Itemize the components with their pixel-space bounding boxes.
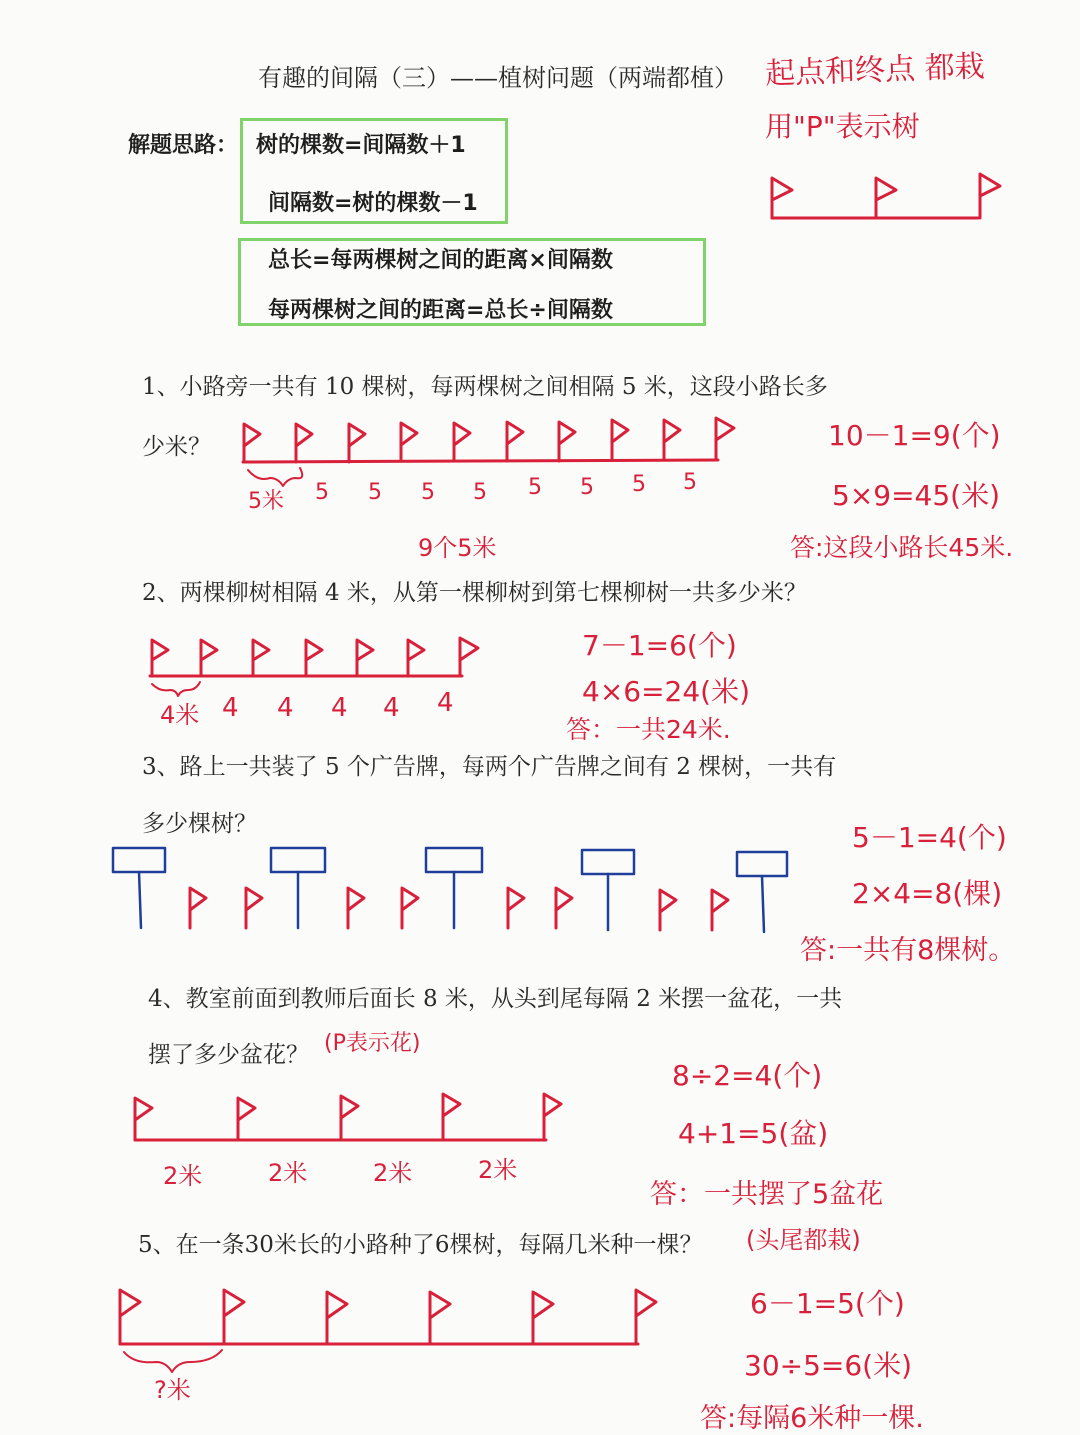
tree-flag-icon bbox=[296, 424, 312, 462]
formula-distance: 每两棵树之间的距离=总长÷间隔数 bbox=[268, 298, 613, 323]
billboard-icon bbox=[582, 850, 634, 874]
p3-work-1: 5－1=4(个) bbox=[852, 821, 1007, 854]
flower-flag-icon bbox=[443, 1094, 460, 1140]
flower-flag-icon bbox=[238, 1098, 255, 1140]
p1-label-3: 5 bbox=[368, 480, 382, 505]
tree-flag-icon bbox=[224, 1290, 244, 1344]
problem-2-question: 2、两棵柳树相隔 4 米，从第一棵柳树到第七棵柳树一共多少米？ bbox=[142, 580, 807, 606]
p1-label-1: 5米 bbox=[248, 489, 284, 514]
p2-label-3: 4 bbox=[277, 693, 294, 723]
p4-answer: 答：一共摆了5盆花 bbox=[650, 1179, 884, 1210]
title-note: 起点和终点 都栽 bbox=[764, 49, 986, 92]
flag-icon bbox=[772, 178, 792, 218]
tree-flag-icon bbox=[533, 1292, 553, 1344]
problem-5-question: 5、在一条30米长的小路种了6棵树，每隔几米种一棵？ bbox=[138, 1232, 703, 1258]
tree-flag-icon bbox=[306, 640, 322, 676]
tree-flag-icon bbox=[401, 423, 417, 461]
tree-flag-icon bbox=[348, 888, 364, 928]
tree-flag-icon bbox=[430, 1292, 450, 1344]
tree-flag-icon bbox=[454, 423, 470, 461]
p1-label-8: 5 bbox=[632, 472, 646, 497]
billboard-icon bbox=[737, 852, 787, 876]
page-title: 有趣的间隔（三）——植树问题（两端都植） bbox=[258, 64, 738, 92]
tree-flag-icon bbox=[190, 888, 206, 928]
tree-flag-icon bbox=[559, 422, 575, 461]
tree-flag-icon bbox=[327, 1292, 347, 1344]
p2-work-1: 7－1=6(个) bbox=[582, 629, 737, 662]
problem-3-question-line2: 多少棵树？ bbox=[142, 811, 257, 837]
p4-question-note: (P表示花) bbox=[324, 1031, 421, 1056]
problem-3-question-line1: 3、路上一共装了 5 个广告牌，每两个广告牌之间有 2 棵树，一共有 bbox=[142, 754, 837, 780]
p2-label-1: 4米 bbox=[160, 701, 200, 729]
problem-1-question-line2: 少米？ bbox=[142, 434, 211, 460]
tree-flag-icon bbox=[408, 640, 424, 676]
formula-intervals: 间隔数=树的棵数－1 bbox=[268, 191, 478, 216]
tree-flag-icon bbox=[244, 424, 260, 462]
tree-flag-icon bbox=[357, 640, 373, 676]
tree-flag-icon bbox=[664, 420, 680, 460]
p2-label-5: 4 bbox=[383, 693, 400, 723]
p2-label-4: 4 bbox=[331, 693, 348, 723]
p1-label-2: 5 bbox=[315, 480, 329, 505]
p1-label-4: 5 bbox=[421, 480, 435, 505]
tree-flag-icon bbox=[246, 888, 262, 928]
p2-answer: 答：一共24米. bbox=[566, 715, 731, 744]
problem-4-question-line2: 摆了多少盆花？ bbox=[148, 1042, 309, 1068]
p1-label-7: 5 bbox=[580, 475, 594, 500]
tree-flag-icon bbox=[402, 888, 418, 928]
p4-work-2: 4+1=5(盆) bbox=[678, 1117, 829, 1150]
tree-flag-icon bbox=[660, 890, 676, 930]
billboard-icon bbox=[271, 848, 325, 872]
billboard-icon bbox=[426, 848, 482, 872]
p5-work-1: 6－1=5(个) bbox=[750, 1287, 905, 1320]
tree-flag-icon bbox=[556, 888, 572, 928]
problem-4-question-line1: 4、教室前面到教师后面长 8 米，从头到尾每隔 2 米摆一盆花，一共 bbox=[148, 986, 843, 1012]
p1-work-1: 10－1=9(个) bbox=[828, 419, 1001, 452]
tree-flag-icon bbox=[120, 1290, 140, 1344]
billboard-icon bbox=[113, 848, 165, 872]
p5-diagram bbox=[120, 1290, 656, 1372]
problem-1-question-line1: 1、小路旁一共有 10 棵树，每两棵树之间相隔 5 米，这段小路长多 bbox=[142, 374, 828, 400]
interval-brace bbox=[124, 1350, 222, 1372]
p2-work-2: 4×6=24(米) bbox=[582, 675, 751, 708]
p2-label-2: 4 bbox=[222, 693, 239, 723]
p4-diagram bbox=[135, 1094, 561, 1140]
p3-answer: 答:一共有8棵树。 bbox=[800, 935, 1016, 966]
p4-label-4: 2米 bbox=[478, 1156, 518, 1184]
p5-answer: 答:每隔6米种一棵. bbox=[700, 1403, 924, 1434]
interval-brace bbox=[152, 682, 200, 696]
tree-flag-icon bbox=[201, 640, 217, 676]
interval-brace bbox=[248, 468, 302, 486]
p1-diagram-note: 9个5米 bbox=[418, 534, 497, 562]
flower-flag-icon bbox=[135, 1098, 152, 1140]
p1-label-6: 5 bbox=[528, 475, 542, 500]
legend-note: 用"P"表示树 bbox=[765, 110, 920, 143]
p3-billboards bbox=[113, 848, 787, 932]
p1-answer: 答:这段小路长45米. bbox=[790, 533, 1014, 562]
tree-flag-icon bbox=[636, 1290, 656, 1344]
formula-total-length: 总长=每两棵树之间的距离×间隔数 bbox=[268, 248, 613, 273]
p4-work-1: 8÷2=4(个) bbox=[672, 1059, 823, 1092]
tree-flag-icon bbox=[253, 640, 269, 676]
p2-diagram bbox=[150, 638, 478, 696]
p4-label-3: 2米 bbox=[373, 1159, 413, 1187]
flower-flag-icon bbox=[544, 1094, 561, 1140]
legend-diagram bbox=[772, 174, 1000, 218]
flower-flag-icon bbox=[341, 1096, 358, 1140]
formula-trees: 树的棵数=间隔数＋1 bbox=[256, 133, 466, 158]
p1-work-2: 5×9=45(米) bbox=[832, 479, 1001, 512]
tree-flag-icon bbox=[152, 640, 168, 676]
tree-flag-icon bbox=[460, 638, 478, 676]
flag-icon bbox=[876, 178, 896, 218]
p3-work-2: 2×4=8(棵) bbox=[852, 877, 1003, 910]
p5-work-2: 30÷5=6(米) bbox=[744, 1349, 913, 1382]
p1-diagram bbox=[243, 418, 734, 486]
p5-label-1: ?米 bbox=[154, 1376, 191, 1404]
tree-flag-icon bbox=[716, 418, 734, 460]
tree-flag-icon bbox=[507, 422, 523, 461]
p1-label-5: 5 bbox=[473, 480, 487, 505]
tree-flag-icon bbox=[712, 890, 728, 930]
strategy-label: 解题思路： bbox=[128, 133, 239, 158]
flag-icon bbox=[980, 174, 1000, 218]
tree-flag-icon bbox=[349, 424, 365, 462]
p1-label-9: 5 bbox=[683, 470, 697, 495]
p3-trees bbox=[190, 888, 728, 930]
p2-label-6: 4 bbox=[437, 688, 454, 718]
p4-label-2: 2米 bbox=[268, 1159, 308, 1187]
p5-question-note: (头尾都栽) bbox=[746, 1226, 861, 1254]
p4-label-1: 2米 bbox=[163, 1162, 203, 1190]
tree-flag-icon bbox=[612, 420, 628, 460]
tree-flag-icon bbox=[508, 888, 524, 928]
